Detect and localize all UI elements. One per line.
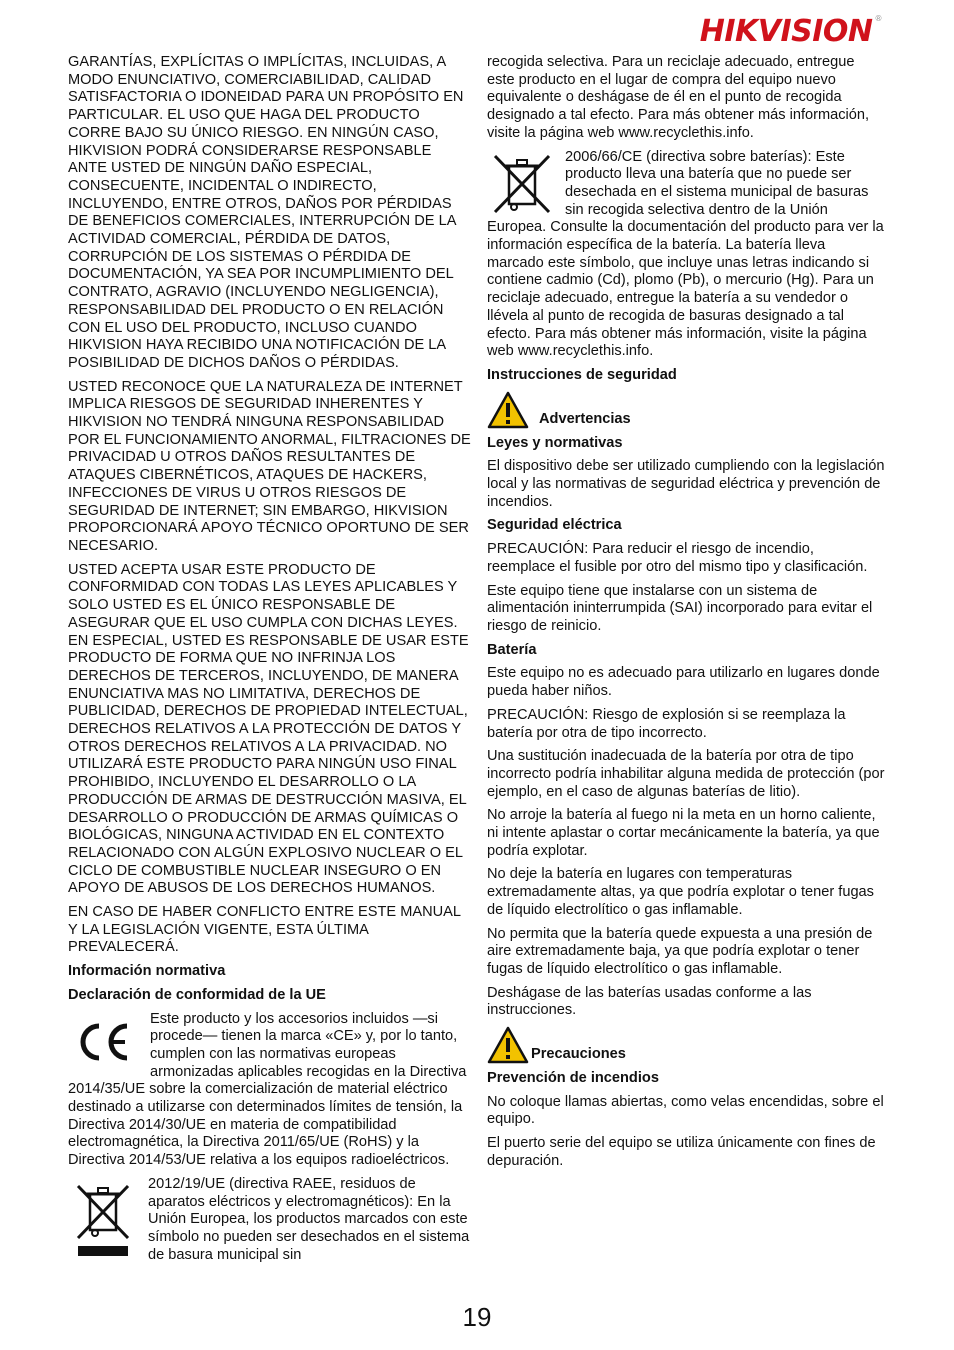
heading-eu-conformity: Declaración de conformidad de la UE	[68, 986, 326, 1003]
heading-regulatory-info: Información normativa	[68, 963, 226, 980]
warnings-header	[487, 391, 885, 429]
heading-battery: Batería	[487, 641, 537, 658]
paragraph-warranty-disclaimer: GARANTÍAS, EXPLÍCITAS O IMPLÍCITAS, INCLUIDAS, A MODO ENUNCIATIVO, COMERCIABILIDAD, CALIDAD SATISFACTORIA O IDONEIDAD PARA UN PROPÓSITO EN PARTICULAR. EL USO QUE HAGA DEL PRODUCTO CORRE BAJO SU ÚNICO RIESGO. EN NINGÚN CASO, HIKVISION PODRÁ CONSIDERARSE RESPONSABLE ANTE USTED DE NINGÚN DAÑO ESPECIAL, CONSECUENTE, INCIDENTAL O INDIRECTO, INCLUYENDO, ENTRE OTROS, DAÑOS POR PÉRDIDAS DE BENEFICIOS COMERCIALES, INTERRUPCIÓN DE LA ACTIVIDAD COMERCIAL, PÉRDIDA DE DATOS, CORRUPCIÓN DE LOS SISTEMAS O PÉRDIDA DE DOCUMENTACIÓN, YA SEA POR INCUMPLIMIENTO DEL CONTRATO, AGRAVIO (INCLUYENDO NEGLIGENCIA), RESPONSABILIDAD DEL PRODUCTO O EN RELACIÓN CON EL USO DEL PRODUCTO, INCLUSO CUANDO HIKVISION HAYA RECIBIDO UNA NOTIFICACIÓN DE LA POSIBILIDAD DE DICHOS DAÑOS O PÉRDIDAS.	[68, 54, 464, 371]
heading-electrical-safety: Seguridad eléctrica	[487, 517, 622, 534]
heading-warnings: Advertencias	[539, 410, 631, 427]
heading-precautions: Precauciones	[531, 1046, 626, 1063]
precautions-header	[487, 1026, 885, 1064]
warning-triangle-icon	[487, 1026, 529, 1064]
paragraph-electrical-1: PRECAUCIÓN: Para reducir el riesgo de incendio, reemplace el fusible por otro del mismo tipo y clasificación.	[487, 541, 868, 575]
right-column	[487, 54, 885, 1177]
paragraph-recycling: recogida selectiva. Para un reciclaje adecuado, entregue este producto en el lugar de compra del equipo nuevo equivalente o deshágase de él en el punto de recogida designado a tal efecto. Para más obtener más información, visite la página web www.recyclethis.info.	[487, 54, 870, 141]
paragraph-internet-risks: USTED RECONOCE QUE LA NATURALEZA DE INTERNET IMPLICA RIESGOS DE SEGURIDAD INHERENTES Y HIKVISION NO TENDRÁ NINGUNA RESPONSABILIDAD POR EL FUNCIONAMIENTO ANORMAL, FILTRACIONES DE PRIVACIDAD U OTROS DAÑOS RESULTANTES DE ATAQUES CIBERNÉTICOS, ATAQUES DE HACKERS, INFECCIONES DE VIRUS U OTROS RIESGOS DE SEGURIDAD DE INTERNET; SIN EMBARGO, HIKVISION PROPORCIONARÁ APOYO TÉCNICO OPORTUNO DE SER NECESARIO.	[68, 378, 471, 554]
paragraph-lawful-use: USTED ACEPTA USAR ESTE PRODUCTO DE CONFORMIDAD CON TODAS LAS LEYES APLICABLES Y SOLO USTED ES EL ÚNICO RESPONSABLE DE ASEGURAR QUE EL USO CUMPLA CON DICHAS LEYES. EN ESPECIAL, USTED ES RESPONSABLE DE USAR ESTE PRODUCTO DE FORMA QUE NO INFRINJA LOS DERECHOS DE TERCEROS, INCLUYENDO, DE MANERA ENUNCIATIVA MAS NO LIMITATIVA, DERECHOS DE PUBLICIDAD, DERECHOS DE PROPIEDAD INTELECTUAL, DERECHOS RELATIVOS A LA PROTECCIÓN DE DATOS Y OTROS DERECHOS RELATIVOS A LA PRIVACIDAD. NO UTILIZARÁ ESTE PRODUCTO PARA NINGÚN USO FINAL PROHIBIDO, INCLUYENDO EL DESARROLLO O LA PRODUCCIÓN DE ARMAS DE DESTRUCCIÓN MASIVA, EL DESARROLLO O PRODUCCIÓN DE ARMAS QUÍMICAS O BIOLÓGICAS, NINGUNA ACTIVIDAD EN EL CONTEXTO RELACIONADO CON ALGÚN EXPLOSIVO NUCLEAR O EL CICLO DE COMBUSTIBLE NUCLEAR INSEGURO O EN APOYO DE ABUSOS DE LOS DERECHOS HUMANOS.	[68, 561, 469, 897]
ce-description: Este producto y los accesorios incluidos —si procede— tienen la marca «CE» y, por lo tanto, cumplen con las normativas europeas armonizadas aplicables recogidas en la Directiva 2014/35/UE sobre la comercialización de material eléctrico destinado a utilizarse con determinados límites de tensión, la Directiva 2014/30/UE en materia de compatibilidad electromagnética, la Directiva 2011/65/UE (RoHS) y la Directiva 2014/53/UE relativa a los equipos radioeléctricos.	[68, 1010, 467, 1169]
heading-fire-prevention: Prevención de incendios	[487, 1070, 659, 1087]
paragraph-fire-2: El puerto serie del equipo se utiliza únicamente con fines de depuración.	[487, 1135, 876, 1169]
paragraph-battery-7: Deshágase de las baterías usadas conforme a las instrucciones.	[487, 984, 812, 1019]
paragraph-laws: El dispositivo debe ser utilizado cumpliendo con la legislación local y las normativas de seguridad eléctrica y prevención de incendios.	[487, 458, 885, 510]
warning-triangle-icon	[487, 391, 529, 429]
paragraph-conflict: EN CASO DE HABER CONFLICTO ENTRE ESTE MANUAL Y LA LEGISLACIÓN VIGENTE, ESTA ÚLTIMA PREVALECERÁ.	[68, 904, 461, 956]
paragraph-battery-1: Este equipo no es adecuado para utilizarlo en lugares donde pueda haber niños.	[487, 665, 880, 700]
battery-directive-text: 2006/66/CE (directiva sobre baterías): Este producto lleva una batería que no puede ser desechada en el sistema municipal de basuras sin recogida selectiva dentro de la Unión Europea. Consulte la documentación del producto para ver la información específica de la batería. La batería lleva marcado este símbolo, que incluye unas letras indicando si contiene cadmio (Cd), plomo (Pb), o mercurio (Hg). Para un reciclaje adecuado, entregue la batería a su vendedor o llévela al punto de recogida de basuras designado a tal efecto. Para más obtener más información, visite la página web www.recyclethis.info.	[487, 148, 884, 360]
heading-laws: Leyes y normativas	[487, 434, 623, 451]
weee-crossed-bin-icon	[68, 1178, 138, 1260]
weee-description: 2012/19/UE (directiva RAEE, residuos de aparatos eléctricos y electromagnéticos): En la Unión Europea, los productos marcados con este símbolo no pueden ser desechados en el sistema de basura municipal sin	[148, 1175, 470, 1263]
paragraph-battery-2: PRECAUCIÓN: Riesgo de explosión si se reemplaza la batería por otra de tipo incorrecto.	[487, 706, 846, 741]
hikvision-logo: HIKVISION ®	[699, 14, 882, 49]
heading-safety-instructions: Instrucciones de seguridad	[487, 366, 677, 383]
paragraph-battery-5: No deje la batería en lugares con temperaturas extremadamente altas, ya que podría explotar o tener fugas de líquido electrolítico o gas inflamable.	[487, 866, 874, 918]
left-column	[68, 54, 472, 1264]
paragraph-electrical-2: Este equipo tiene que instalarse con un sistema de alimentación ininterrumpida (SAI) incorporado para evitar el riesgo de reinicio.	[487, 582, 873, 634]
paragraph-battery-4: No arroje la batería al fuego ni la meta en un horno caliente, ni intente aplastar o cortar mecánicamente la batería, ya que podría explotar.	[487, 807, 880, 859]
paragraph-battery-6: No permita que la batería quede expuesta a una presión de aire extremadamente baja, ya que podría explotar o tener fugas de líquido electrolítico o gas inflamable.	[487, 925, 873, 977]
paragraph-fire-1: No coloque llamas abiertas, como velas encendidas, sobre el equipo.	[487, 1093, 884, 1128]
page-number: 19	[462, 1302, 492, 1332]
battery-crossed-bin-icon	[487, 151, 557, 217]
ce-mark-icon	[68, 1015, 138, 1069]
paragraph-battery-3: Una sustitución inadecuada de la batería por otra de tipo incorrecto podría inhabilitar alguna medida de protección (por ejemplo, en el caso de algunas baterías de litio).	[487, 748, 885, 800]
